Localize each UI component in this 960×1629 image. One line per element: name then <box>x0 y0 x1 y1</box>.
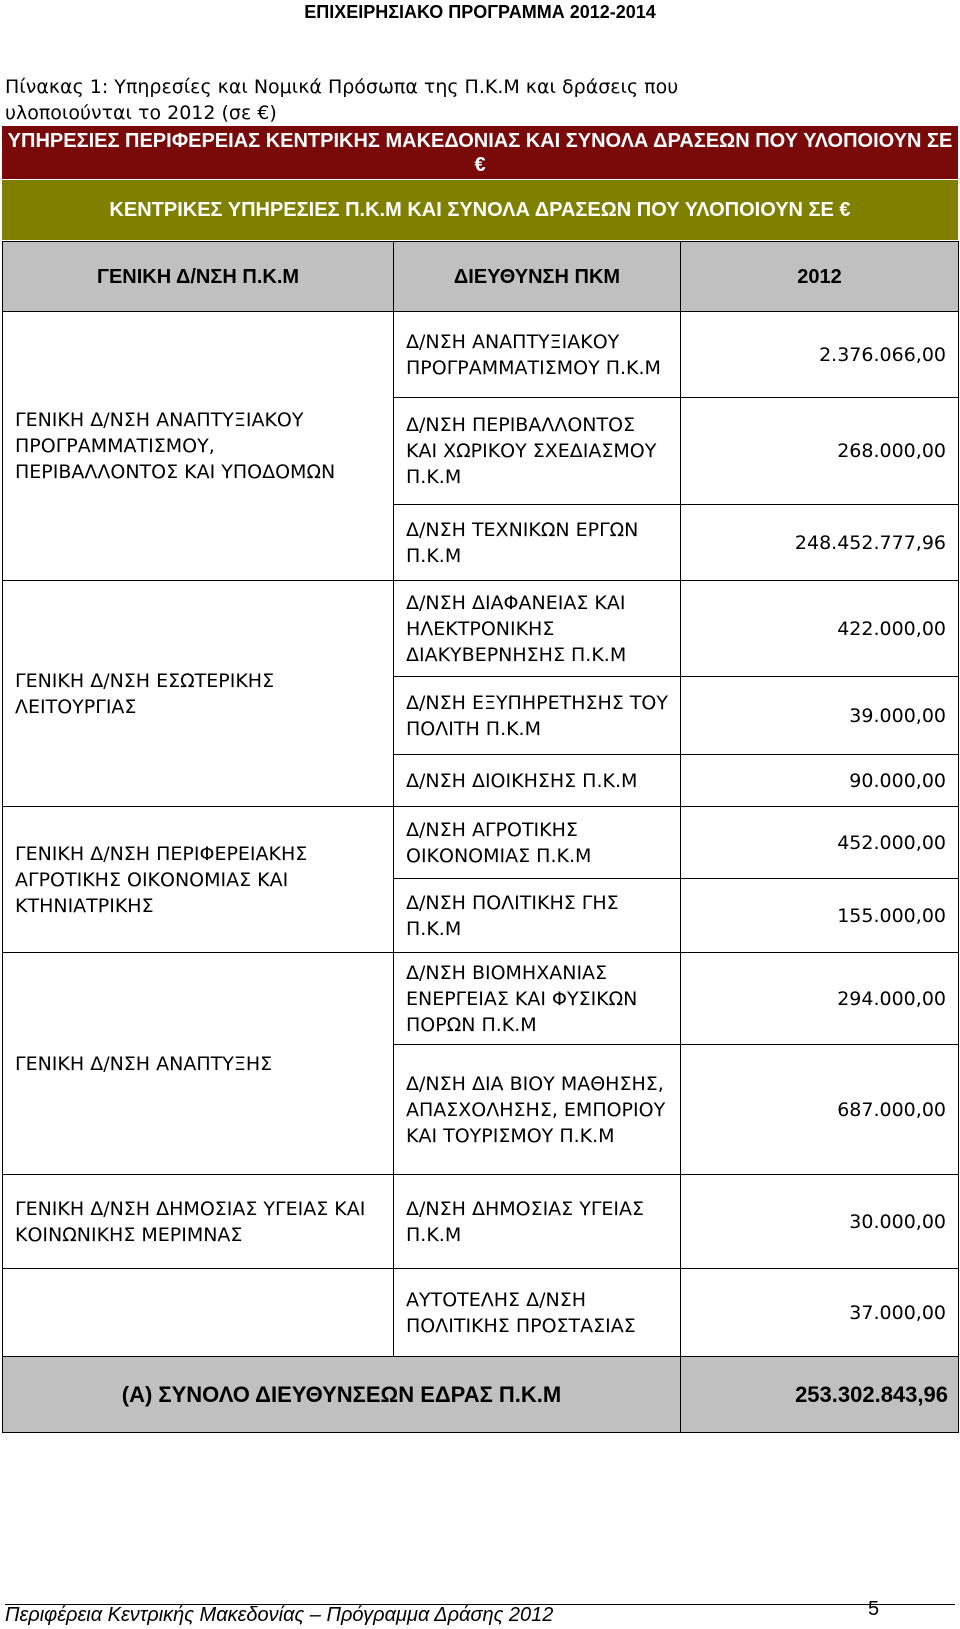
amount-cell: 422.000,00 <box>681 581 959 677</box>
amount-cell: 2.376.066,00 <box>681 312 959 398</box>
amount-cell: 39.000,00 <box>681 677 959 755</box>
table-caption: Πίνακας 1: Υπηρεσίες και Νομικά Πρόσωπα της Π.Κ.Μ και δράσεις που υλοποιούνται το 2012 (σε €) <box>5 76 679 124</box>
column-header-general-directorate: ΓΕΝΙΚΗ Δ/ΝΣΗ Π.Κ.Μ <box>3 242 394 312</box>
directorate-cell: Δ/ΝΣΗ ΤΕΧΝΙΚΩΝ ΕΡΓΩΝ Π.Κ.Μ <box>394 505 681 581</box>
column-header-directorate: ΔΙΕΥΘΥΝΣΗ ΠΚΜ <box>394 242 681 312</box>
page-number: 5 <box>868 1598 880 1620</box>
table-row <box>3 1175 959 1269</box>
total-label: (Α) ΣΥΝΟΛΟ ΔΙΕΥΘΥΝΣΕΩΝ ΕΔΡΑΣ Π.Κ.Μ <box>3 1357 681 1433</box>
directorate-cell: Δ/ΝΣΗ ΑΝΑΠΤΥΞΙΑΚΟΥ ΠΡΟΓΡΑΜΜΑΤΙΣΜΟΥ Π.Κ.Μ <box>394 312 681 398</box>
table-header-row <box>3 242 959 312</box>
directorate-cell: Δ/ΝΣΗ ΔΙΟΙΚΗΣΗΣ Π.Κ.Μ <box>394 755 681 807</box>
directorate-cell: ΑΥΤΟΤΕΛΗΣ Δ/ΝΣΗ ΠΟΛΙΤΙΚΗΣ ΠΡΟΣΤΑΣΙΑΣ <box>394 1269 681 1357</box>
table-row <box>3 312 959 398</box>
directorate-cell: Δ/ΝΣΗ ΠΕΡΙΒΑΛΛΟΝΤΟΣ ΚΑΙ ΧΩΡΙΚΟΥ ΣΧΕΔΙΑΣΜΟΥ Π.Κ.Μ <box>394 398 681 505</box>
amount-cell: 155.000,00 <box>681 879 959 953</box>
amount-cell: 294.000,00 <box>681 953 959 1045</box>
total-row <box>3 1357 959 1433</box>
column-header-year: 2012 <box>681 242 959 312</box>
footer-text: Περιφέρεια Κεντρικής Μακεδονίας – Πρόγραμμα Δράσης 2012 <box>5 1604 554 1626</box>
general-directorate-cell: ΓΕΝΙΚΗ Δ/ΝΣΗ ΑΝΑΠΤΥΞΗΣ <box>3 953 394 1175</box>
amount-cell: 90.000,00 <box>681 755 959 807</box>
general-directorate-cell-empty <box>3 1269 394 1357</box>
amount-cell: 248.452.777,96 <box>681 505 959 581</box>
amount-cell: 687.000,00 <box>681 1045 959 1175</box>
regional-services-banner: ΥΠΗΡΕΣΙΕΣ ΠΕΡΙΦΕΡΕΙΑΣ ΚΕΝΤΡΙΚΗΣ ΜΑΚΕΔΟΝΙΑΣ ΚΑΙ ΣΥΝΟΛΑ ΔΡΑΣΕΩΝ ΠΟΥ ΥΛΟΠΟΙΟΥΝ ΣΕ € <box>2 126 958 179</box>
directorate-cell: Δ/ΝΣΗ ΔΙΑΦΑΝΕΙΑΣ ΚΑΙ ΗΛΕΚΤΡΟΝΙΚΗΣ ΔΙΑΚΥΒΕΡΝΗΣΗΣ Π.Κ.Μ <box>394 581 681 677</box>
general-directorate-cell: ΓΕΝΙΚΗ Δ/ΝΣΗ ΠΕΡΙΦΕΡΕΙΑΚΗΣ ΑΓΡΟΤΙΚΗΣ ΟΙΚΟΝΟΜΙΑΣ ΚΑΙ ΚΤΗΝΙΑΤΡΙΚΗΣ <box>3 807 394 953</box>
directorate-cell: Δ/ΝΣΗ ΒΙΟΜΗΧΑΝΙΑΣ ΕΝΕΡΓΕΙΑΣ ΚΑΙ ΦΥΣΙΚΩΝ ΠΟΡΩΝ Π.Κ.Μ <box>394 953 681 1045</box>
table-row <box>3 807 959 879</box>
amount-cell: 37.000,00 <box>681 1269 959 1357</box>
budget-table <box>2 241 959 1433</box>
general-directorate-cell: ΓΕΝΙΚΗ Δ/ΝΣΗ ΔΗΜΟΣΙΑΣ ΥΓΕΙΑΣ ΚΑΙ ΚΟΙΝΩΝΙΚΗΣ ΜΕΡΙΜΝΑΣ <box>3 1175 394 1269</box>
total-amount: 253.302.843,96 <box>681 1357 959 1433</box>
directorate-cell: Δ/ΝΣΗ ΕΞΥΠΗΡΕΤΗΣΗΣ ΤΟΥ ΠΟΛΙΤΗ Π.Κ.Μ <box>394 677 681 755</box>
table-row <box>3 953 959 1045</box>
directorate-cell: Δ/ΝΣΗ ΠΟΛΙΤΙΚΗΣ ΓΗΣ Π.Κ.Μ <box>394 879 681 953</box>
table-row <box>3 581 959 677</box>
directorate-cell: Δ/ΝΣΗ ΔΙΑ ΒΙΟΥ ΜΑΘΗΣΗΣ, ΑΠΑΣΧΟΛΗΣΗΣ, ΕΜΠΟΡΙΟΥ ΚΑΙ ΤΟΥΡΙΣΜΟΥ Π.Κ.Μ <box>394 1045 681 1175</box>
general-directorate-cell: ΓΕΝΙΚΗ Δ/ΝΣΗ ΑΝΑΠΤΥΞΙΑΚΟΥ ΠΡΟΓΡΑΜΜΑΤΙΣΜΟΥ, ΠΕΡΙΒΑΛΛΟΝΤΟΣ ΚΑΙ ΥΠΟΔΟΜΩΝ <box>3 312 394 581</box>
central-services-banner: ΚΕΝΤΡΙΚΕΣ ΥΠΗΡΕΣΙΕΣ Π.Κ.Μ ΚΑΙ ΣΥΝΟΛΑ ΔΡΑΣΕΩΝ ΠΟΥ ΥΛΟΠΟΙΟΥΝ ΣΕ € <box>2 180 958 240</box>
amount-cell: 268.000,00 <box>681 398 959 505</box>
table-row <box>3 1269 959 1357</box>
document-header: ΕΠΙΧΕΙΡΗΣΙΑΚΟ ΠΡΟΓΡΑΜΜΑ 2012-2014 <box>304 2 656 22</box>
general-directorate-cell: ΓΕΝΙΚΗ Δ/ΝΣΗ ΕΣΩΤΕΡΙΚΗΣ ΛΕΙΤΟΥΡΓΙΑΣ <box>3 581 394 807</box>
amount-cell: 452.000,00 <box>681 807 959 879</box>
directorate-cell: Δ/ΝΣΗ ΑΓΡΟΤΙΚΗΣ ΟΙΚΟΝΟΜΙΑΣ Π.Κ.Μ <box>394 807 681 879</box>
amount-cell: 30.000,00 <box>681 1175 959 1269</box>
directorate-cell: Δ/ΝΣΗ ΔΗΜΟΣΙΑΣ ΥΓΕΙΑΣ Π.Κ.Μ <box>394 1175 681 1269</box>
